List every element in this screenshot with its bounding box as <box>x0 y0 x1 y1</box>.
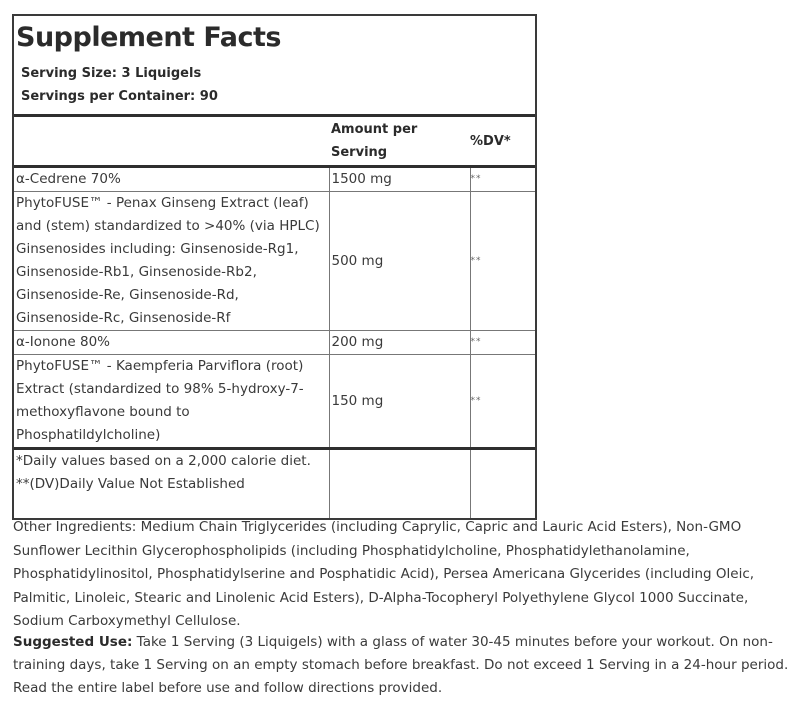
footnote-dv-not-established: **(DV)Daily Value Not Established <box>16 476 245 492</box>
ingredient-name: α-Cedrene 70% <box>14 167 329 192</box>
empty-cell <box>470 449 535 519</box>
header-amount: Amount per Serving <box>331 122 418 160</box>
panel-title: Supplement Facts <box>16 22 281 53</box>
ingredient-name: PhytoFUSE™ - Kaempferia Parviflora (root) Extract (standardized to 98% 5-hydroxy-7-methoxyflavone bound to Phosphatildylcholine) <box>14 355 329 449</box>
ingredient-name: α-Ionone 80% <box>14 331 329 355</box>
footnotes <box>14 449 329 519</box>
ingredient-dv: ** <box>470 355 535 449</box>
header-dv: %DV* <box>470 133 511 149</box>
suggested-use-label: Suggested Use: <box>13 634 133 650</box>
facts-table <box>14 117 535 518</box>
facts-header <box>14 16 535 117</box>
suggested-use <box>13 631 793 700</box>
header-ingredient <box>14 117 329 167</box>
serving-size: Serving Size: 3 Liquigels <box>21 66 202 81</box>
table-row <box>14 331 535 355</box>
ingredient-dv: ** <box>470 331 535 355</box>
ingredient-amount: 200 mg <box>329 331 470 355</box>
ingredient-amount: 1500 mg <box>329 167 470 192</box>
table-row <box>14 192 535 331</box>
empty-cell <box>329 449 470 519</box>
ingredient-name: PhytoFUSE™ - Penax Ginseng Extract (leaf) and (stem) standardized to >40% (via HPLC) Ginsenosides including: Ginsenoside-Rg1, Ginsenoside-Rb1, Ginsenoside-Rb2, Ginsenoside-Re, Ginsenoside-Rd, Ginsenoside-Rc, Ginsenoside-Rf <box>14 192 329 331</box>
ingredient-dv: ** <box>470 167 535 192</box>
ingredient-dv: ** <box>470 192 535 331</box>
ingredient-amount: 500 mg <box>329 192 470 331</box>
servings-per-container: Servings per Container: 90 <box>21 89 218 104</box>
table-row <box>14 355 535 449</box>
table-row <box>14 167 535 192</box>
other-ingredients: Other Ingredients: Medium Chain Triglycerides (including Caprylic, Capric and Lauric Acid Esters), Non-GMO Sunflower Lecithin Glycerophospholipids (including Phosphatidylcholine, Phosphatidylethanolamine, Phosphatidylinositol, Phosphatidylserine and Posphatidic Acid), Persea Americana Glycerides (including Oleic, Palmitic, Linoleic, Stearic and Linolenic Acid Esters), D-Alpha-Tocopheryl Polyethylene Glycol 1000 Succinate, Sodium Carboxymethyl Cellulose. <box>13 519 755 629</box>
suggested-use-text: Take 1 Serving (3 Liquigels) with a glass of water 30-45 minutes before your workout. On non-training days, take 1 Serving on an empty stomach before breakfast. Do not exceed 1 Serving in a 24-hour period. Read the entire label before use and follow directions provided. <box>13 634 789 696</box>
table-header-row <box>14 117 535 167</box>
ingredient-amount: 150 mg <box>329 355 470 449</box>
footnote-daily-values: *Daily values based on a 2,000 calorie diet. <box>16 453 311 469</box>
footnote-row <box>14 449 535 519</box>
supplement-facts-panel <box>12 14 537 520</box>
